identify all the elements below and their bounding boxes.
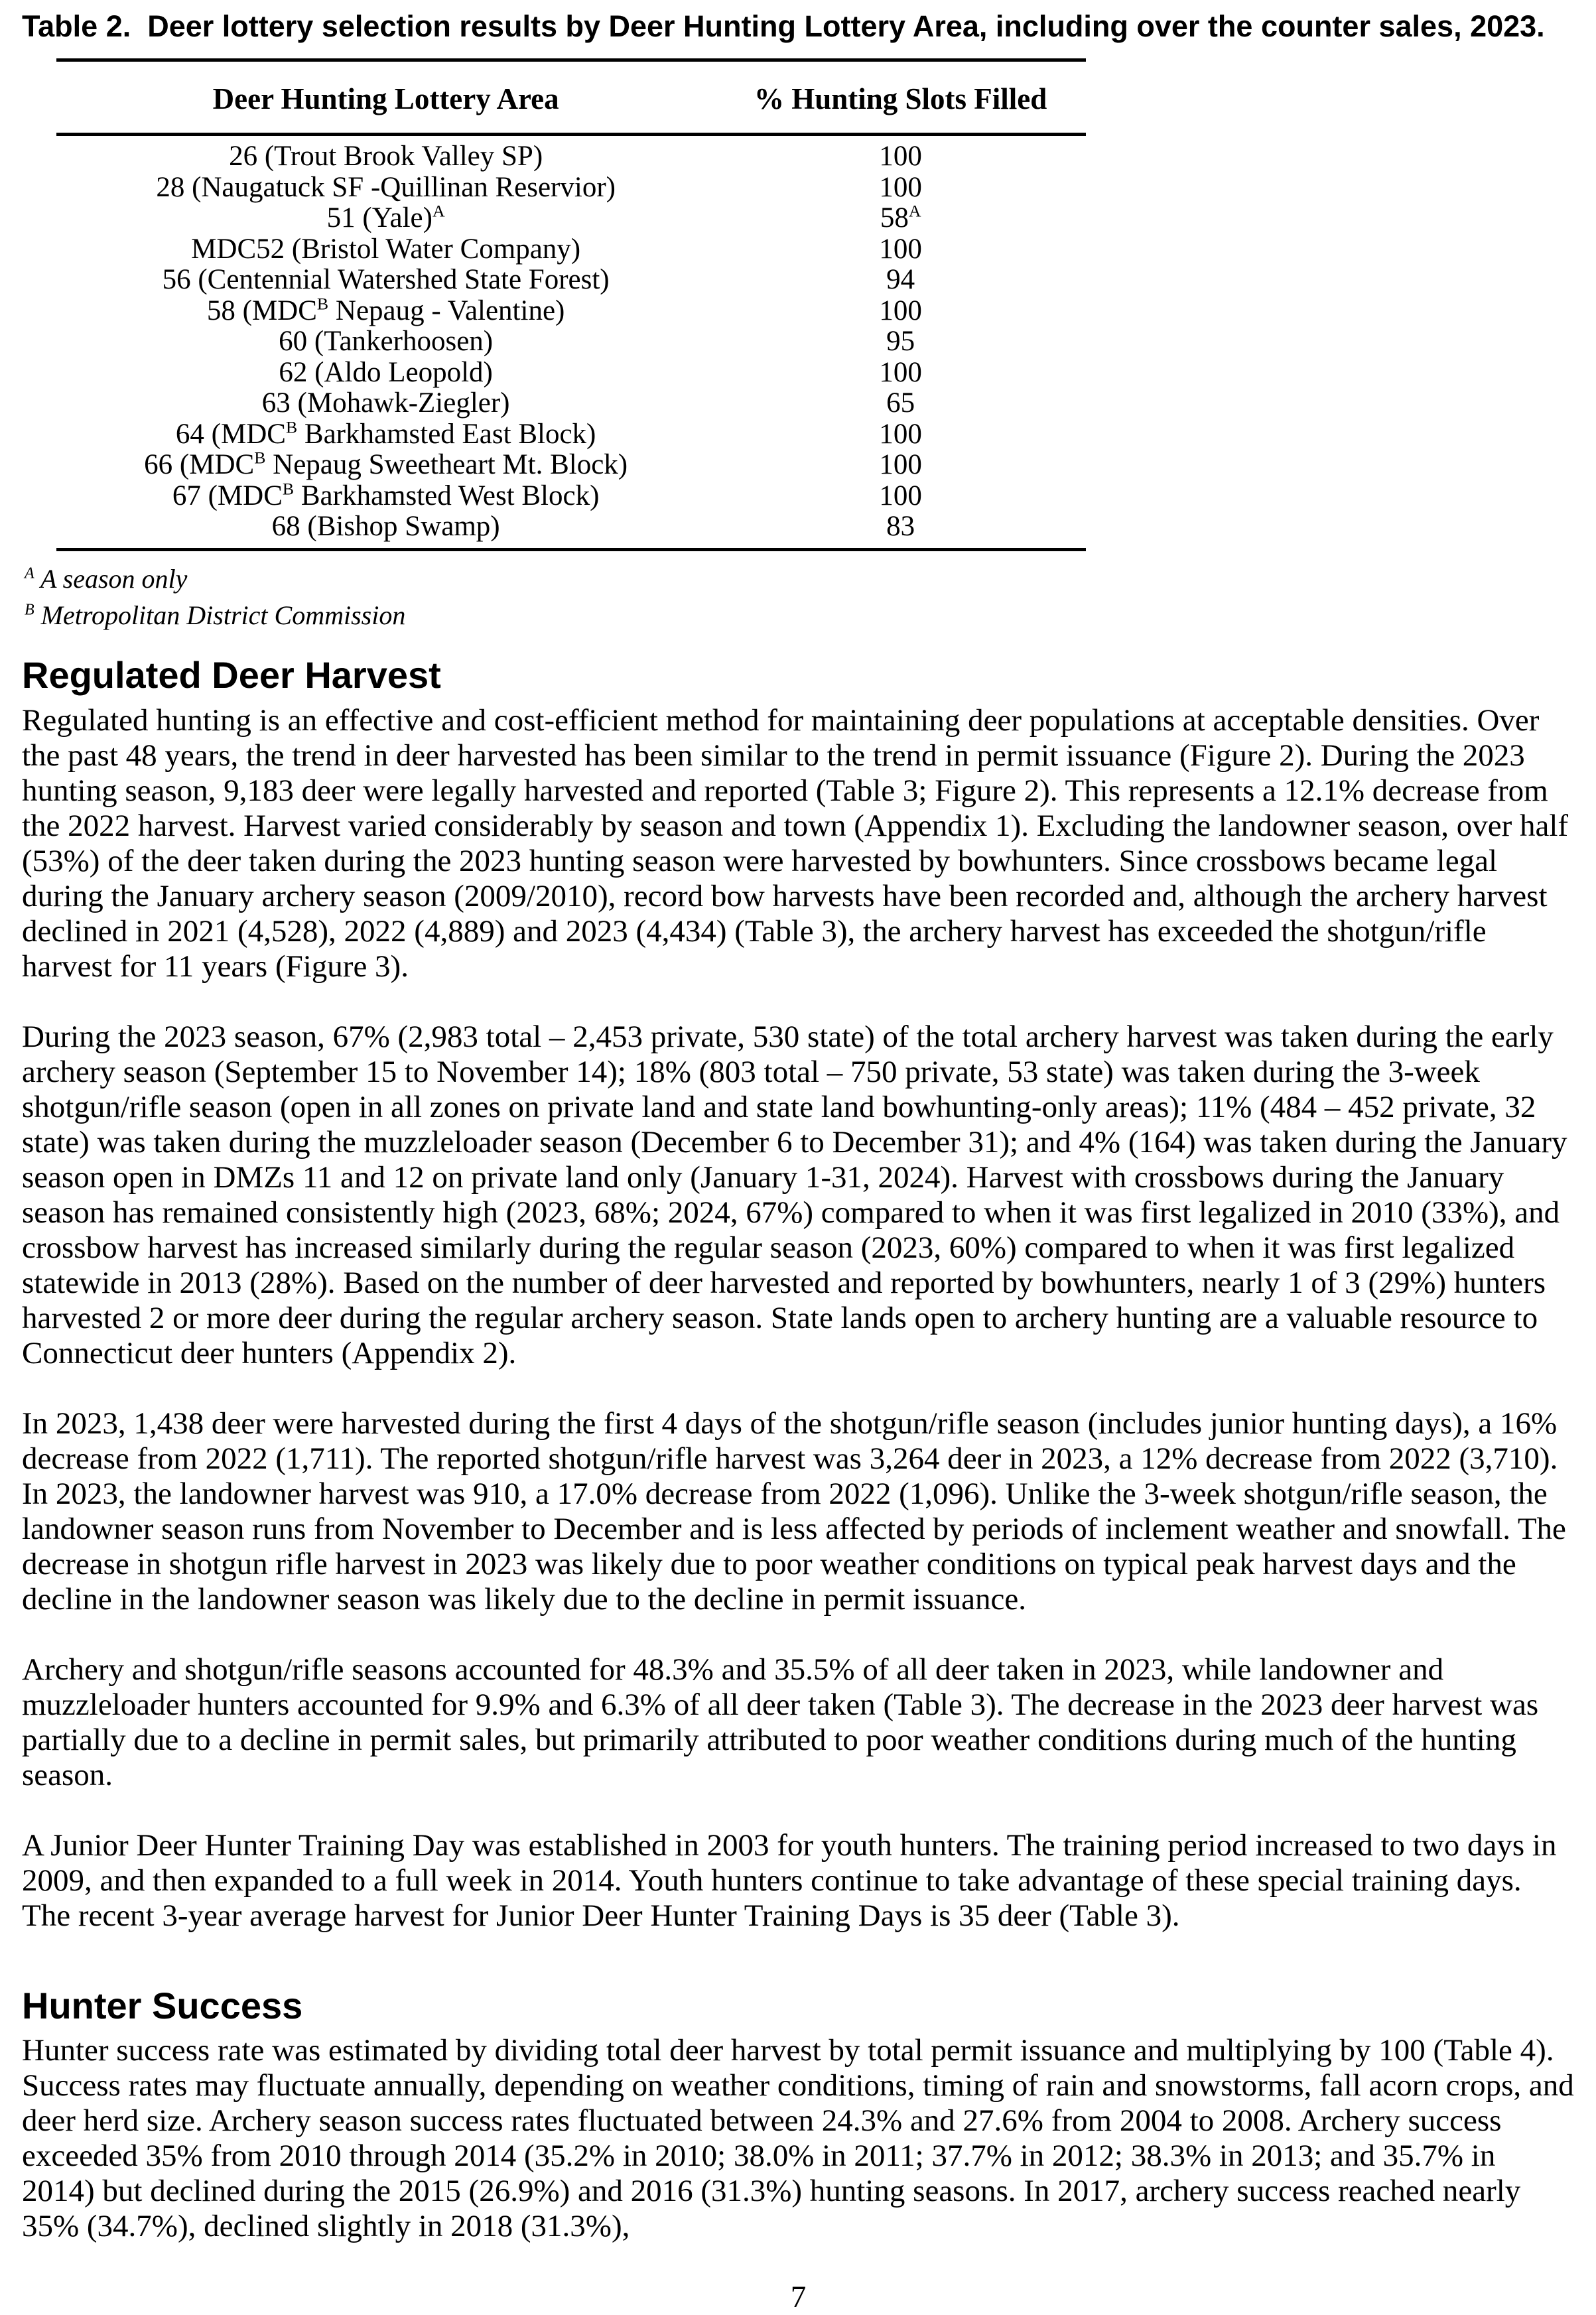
- superscript-marker: B: [285, 417, 298, 437]
- table-row: [56, 419, 1086, 450]
- column-header-slots-filled: % Hunting Slots Filled: [715, 60, 1086, 135]
- table-row: [56, 388, 1086, 419]
- table-row: [56, 135, 1086, 172]
- lottery-area-cell: 64 ($MDC^B$ Barkhamsted East Block): [175, 417, 596, 450]
- paragraph: Regulated hunting is an effective and cost-efficient method for maintaining deer populations at acceptable densities. Over the past 48 years, the trend in deer harvested has been similar to the trend in permit issuance (Figure 2). During the 2023 hunting season, 9,183 deer were legally harvested and reported (Table 3; Figure 2). This represents a 12.1% decrease from the 2022 harvest. Harvest varied considerably by season and town (Appendix 1). Excluding the landowner season, over half (53%) of the deer taken during the 2023 hunting season were harvested by bowhunters. Since crossbows became legal during the January archery season (2009/2010), record bow harvests have been recorded and, although the archery harvest declined in 2021 (4,528), 2022 (4,889) and 2023 (4,434) (Table 3), the archery harvest has exceeded the shotgun/rifle harvest for 11 years (Figure 3).: [22, 702, 1569, 984]
- lottery-area-cell: 62 (Aldo Leopold): [279, 356, 493, 388]
- superscript-marker: A: [432, 201, 445, 221]
- lottery-area-cell: 56 (Centennial Watershed State Forest): [162, 264, 610, 296]
- lottery-area-cell: 68 (Bishop Swamp): [271, 511, 500, 543]
- column-header-area: Deer Hunting Lottery Area: [56, 60, 715, 135]
- slots-filled-cell: 100: [879, 141, 922, 172]
- footnote-marker: B: [25, 601, 34, 619]
- lottery-area-cell: 28 (Naugatuck SF -Quillinan Reservior): [156, 171, 616, 203]
- section-heading: Hunter Success: [22, 1984, 303, 2026]
- lottery-area-cell: MDC52 (Bristol Water Company): [191, 233, 581, 265]
- slots-filled-cell: 100: [879, 480, 922, 511]
- superscript-marker: A: [908, 201, 921, 221]
- slots-filled-cell: 94: [886, 264, 915, 296]
- table-row: [56, 358, 1086, 389]
- document-page: [22, 9, 1575, 2315]
- lottery-table: [56, 58, 1086, 551]
- section-heading: Regulated Deer Harvest: [22, 653, 441, 696]
- footnote-marker: A: [25, 564, 34, 582]
- paragraph: During the 2023 season, 67% (2,983 total – 2,453 private, 530 state) of the total archery harvest was taken during the early archery season (September 15 to November 14); 18% (803 total – 750 private, 53 state) was taken during the 3-week shotgun/rifle season (open in all zones on private land and state land bowhunting-only areas); 11% (484 – 452 private, 32 state) was taken during the muzzleloader season (December 6 to December 31); and 4% (164) was taken during the January season open in DMZs 11 and 12 on private land only (January 1-31, 2024). Harvest with crossbows during the January season has remained consistently high (2023, 68%; 2024, 67%) compared to when it was first legalized in 2010 (33%), and crossbow harvest has increased similarly during the regular season (2023, 60%) compared to when it was first legalized statewide in 2013 (28%). Based on the number of deer harvested and reported by bowhunters, nearly 1 of 3 (29%) hunters harvested 2 or more deer during the regular archery season. State lands open to archery hunting are a valuable resource to Connecticut deer hunters (Appendix 2).: [22, 1019, 1567, 1370]
- table-row: [56, 265, 1086, 296]
- superscript-marker: B: [316, 294, 329, 314]
- table-row: [56, 481, 1086, 512]
- slots-filled-cell: 100: [879, 356, 922, 388]
- superscript-marker: B: [254, 448, 266, 468]
- slots-filled-cell: 65: [886, 387, 915, 419]
- table-row: [56, 234, 1086, 265]
- paragraph: Hunter success rate was estimated by dividing total deer harvest by total permit issuance and multiplying by 100 (Table 4). Success rates may fluctuate annually, depending on weather conditions, timing of rain and snowstorms, fall acorn crops, and deer herd size. Archery season success rates fluctuated between 24.3% and 27.6% from 2004 to 2008. Archery success exceeded 35% from 2010 through 2014 (35.2% in 2010; 38.0% in 2011; 37.7% in 2012; 38.3% in 2013; and 35.7% in 2014) but declined during the 2015 (26.9%) and 2016 (31.3%) hunting seasons. In 2017, archery success reached nearly 35% (34.7%), declined slightly in 2018 (31.3%),: [22, 2033, 1574, 2244]
- table-row: [56, 511, 1086, 549]
- slots-filled-cell: 95: [886, 326, 915, 358]
- table-footnote: $^A$ A season only: [25, 563, 188, 594]
- table-row: [56, 296, 1086, 327]
- slots-filled-cell: 100: [879, 418, 922, 450]
- slots-filled-cell: 100: [879, 171, 922, 203]
- table-caption: Table 2. Deer lottery selection results by Deer Hunting Lottery Area, including over the counter sales, 2023.: [22, 9, 1545, 43]
- paragraph: Archery and shotgun/rifle seasons accounted for 48.3% and 35.5% of all deer taken in 2023, while landowner and muzzleloader hunters accounted for 9.9% and 6.3% of all deer taken (Table 3). The decrease in the 2023 deer harvest was partially due to a decline in permit sales, but primarily attributed to poor weather conditions during much of the hunting season.: [22, 1652, 1539, 1792]
- table-row: [56, 326, 1086, 358]
- table-row: [56, 203, 1086, 234]
- slots-filled-cell: $58^A$: [880, 201, 921, 234]
- paragraph: A Junior Deer Hunter Training Day was established in 2003 for youth hunters. The training period increased to two days in 2009, and then expanded to a full week in 2014. Youth hunters continue to take advantage of these special training days. The recent 3-year average harvest for Junior Deer Hunter Training Days is 35 deer (Table 3).: [22, 1827, 1557, 1933]
- document-body: [22, 653, 1575, 2245]
- lottery-table-body: [56, 135, 1086, 550]
- lottery-area-cell: 67 ($MDC^B$ Barkhamsted West Block): [172, 479, 600, 511]
- table-row: [56, 450, 1086, 481]
- table-row: [56, 172, 1086, 204]
- lottery-area-cell: 26 (Trout Brook Valley SP): [229, 141, 543, 172]
- lottery-area-cell: 51 (Yale)$^A$: [326, 201, 445, 234]
- superscript-marker: B: [282, 479, 295, 499]
- lottery-area-cell: 66 ($MDC^B$ Nepaug Sweetheart Mt. Block): [144, 448, 628, 481]
- slots-filled-cell: 100: [879, 295, 922, 326]
- paragraph: In 2023, 1,438 deer were harvested during the first 4 days of the shotgun/rifle season (includes junior hunting days), a 16% decrease from 2022 (1,711). The reported shotgun/rifle harvest was 3,264 deer in 2023, a 12% decrease from 2022 (3,710). In 2023, the landowner harvest was 910, a 17.0% decrease from 2022 (1,096). Unlike the 3-week shotgun/rifle season, the landowner season runs from November to December and is less affected by periods of inclement weather and snowfall. The decrease in shotgun rifle harvest in 2023 was likely due to poor weather conditions on typical peak harvest days and the decline in the landowner season was likely due to the decline in permit issuance.: [22, 1406, 1566, 1617]
- lottery-area-cell: 60 (Tankerhoosen): [279, 326, 494, 358]
- slots-filled-cell: 100: [879, 449, 922, 481]
- table-footnote: $^B$ Metropolitan District Commission: [25, 600, 406, 630]
- slots-filled-cell: 100: [879, 233, 922, 265]
- slots-filled-cell: 83: [886, 511, 915, 543]
- page-number: 7: [790, 2280, 807, 2315]
- lottery-area-cell: 63 (Mohawk-Ziegler): [261, 387, 510, 419]
- lottery-area-cell: 58 ($MDC^B$ Nepaug - Valentine): [206, 294, 565, 326]
- header-row: [56, 60, 1086, 135]
- table-footnotes: [25, 561, 1575, 633]
- lottery-table-header: [56, 60, 1086, 135]
